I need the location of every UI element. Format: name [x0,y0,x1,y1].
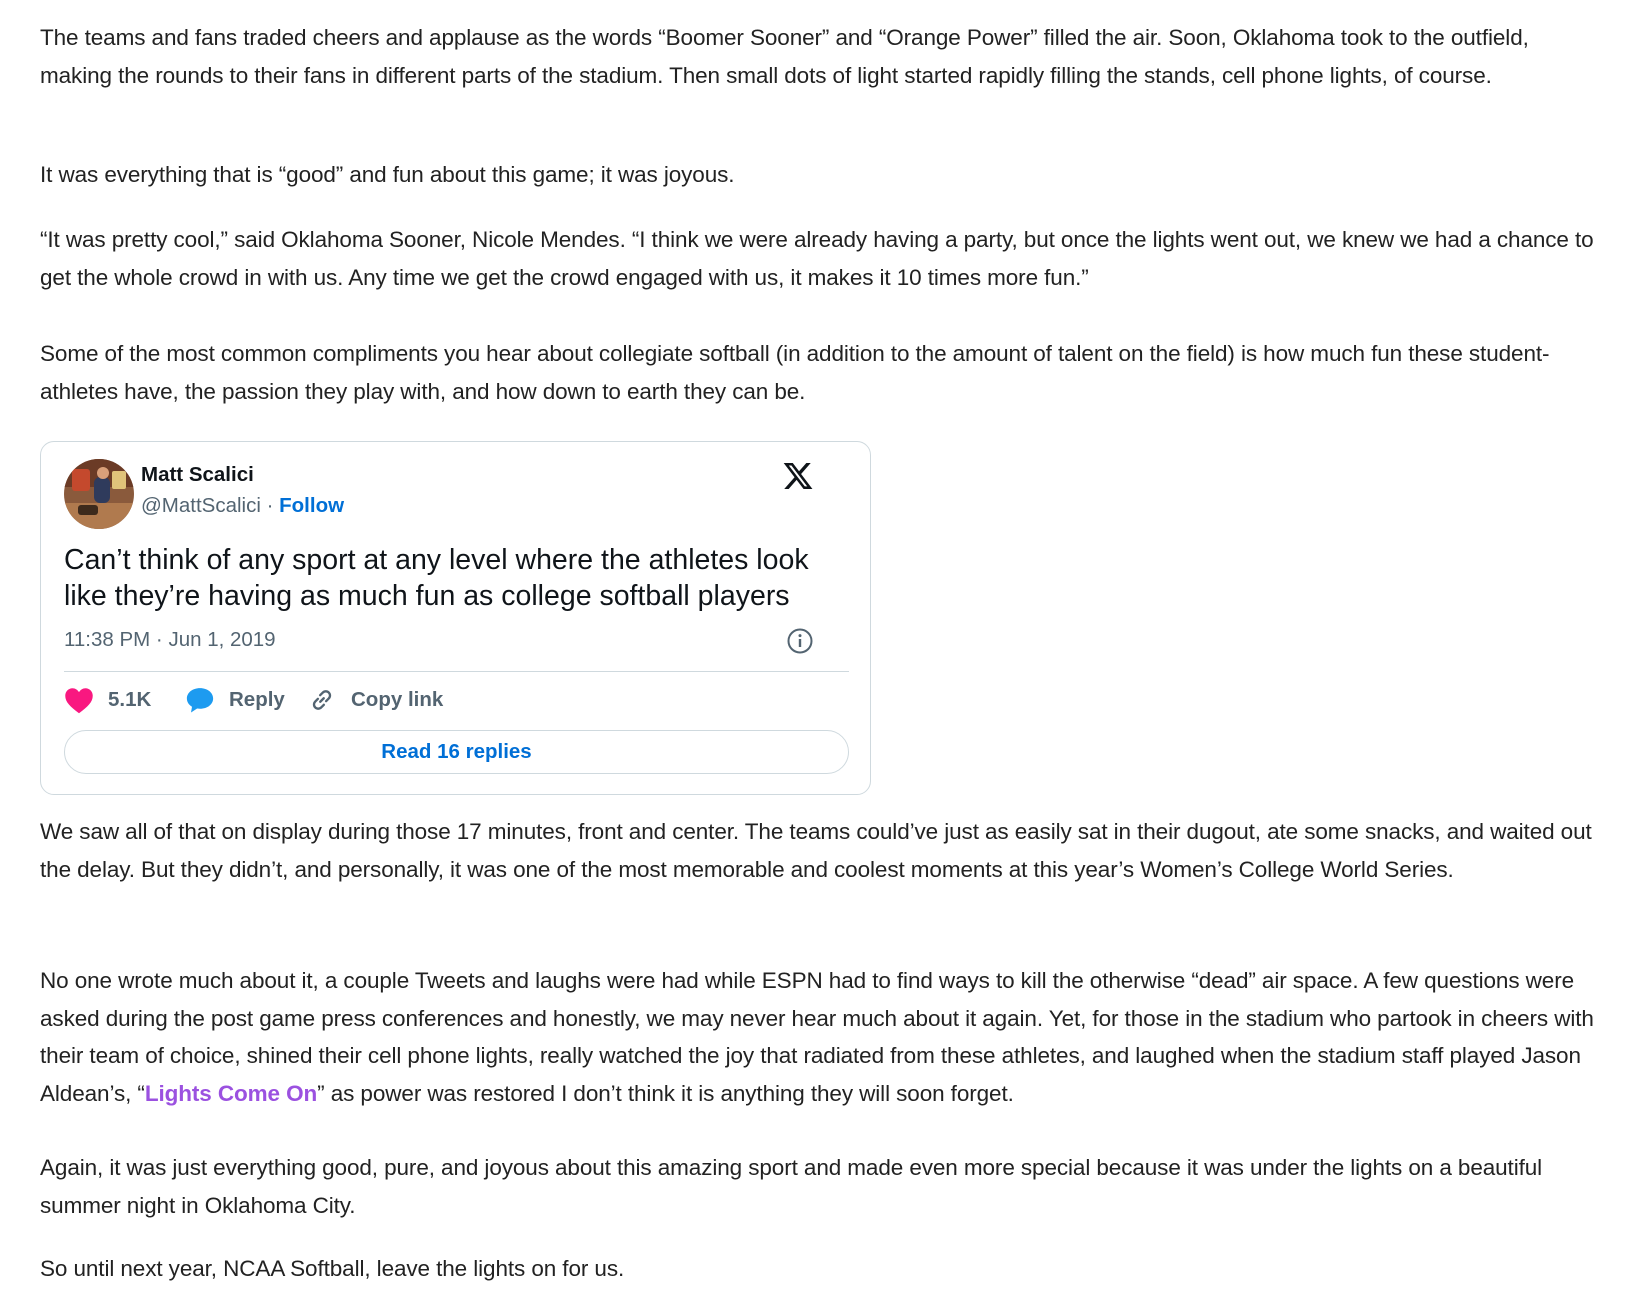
paragraph-2: It was everything that is “good” and fun about this game; it was joyous. [40,162,735,187]
speech-bubble-icon [185,686,215,714]
paragraph-5: We saw all of that on display during those 17 minutes, front and center. The teams could’ve just as easily sat in their dugout, ate some snacks, and waited out the delay. But they didn’t, and personally, it was one of the most memorable and coolest moments at this year’s Women’s College World Series. [40,819,1592,882]
author-handle[interactable]: @MattScalici [141,494,261,517]
paragraph-6-text-before: No one wrote much about it, a couple Tweets and laughs were had while ESPN had to find ways to kill the otherwise “dead” air space. A few questions were asked during the post game press conferences and honestly, we may never hear much about it again. Yet, for those in the stadium who partook in cheers with their team of choice, shined their cell phone lights, really watched the joy that radiated from these athletes, and laughed when the stadium staff played Jason Aldean’s, “ [40,968,1594,1106]
info-icon[interactable] [786,627,814,655]
tweet-text: Can’t think of any sport at any level where the athletes look like they’re having as much fun as college softball players [64,544,809,612]
paragraph-1: The teams and fans traded cheers and applause as the words “Boomer Sooner” and “Orange Power” filled the air. Soon, Oklahoma took to the outfield, making the rounds to their fans in different parts of the stadium. Then small dots of light started rapidly filling the stands, cell phone lights, of course. [40,25,1529,88]
avatar[interactable] [64,459,134,529]
tweet-timestamp[interactable]: 11:38 PM · Jun 1, 2019 [64,628,276,651]
author-name[interactable]: Matt Scalici [141,463,254,486]
link-icon [307,686,337,714]
reply-button[interactable] [185,682,285,718]
paragraph-4: Some of the most common compliments you hear about collegiate softball (in addition to the amount of talent on the field) is how much fun these student-athletes have, the passion they play with, and how down to earth they can be. [40,341,1550,404]
like-button[interactable] [64,682,151,718]
copy-link-label: Copy link [351,688,444,711]
paragraph-3: “It was pretty cool,” said Oklahoma Sooner, Nicole Mendes. “I think we were already having a party, but once the lights went out, we knew we had a chance to get the whole crowd in with us. Any time we get the crowd engaged with us, it makes it 10 times more fun.” [40,227,1594,290]
paragraph-6-text-after: ” as power was restored I don’t think it is anything they will soon forget. [317,1080,1014,1106]
reply-label: Reply [229,688,285,711]
like-count: 5.1K [108,688,152,711]
x-logo-icon[interactable] [781,460,815,492]
author-handle-line [141,494,344,518]
paragraph-6 [40,962,1595,1112]
lights-come-on-link[interactable]: Lights Come On [144,1080,318,1106]
handle-separator: · [260,494,280,517]
read-replies-button[interactable]: Read 16 replies [64,730,849,774]
paragraph-7: Again, it was just everything good, pure, and joyous about this amazing sport and made even more special because it was under the lights on a beautiful summer night in Oklahoma City. [40,1155,1543,1218]
copy-link-button[interactable] [307,682,443,718]
heart-icon [64,686,94,714]
tweet-divider [64,671,849,672]
follow-button[interactable]: Follow [279,494,345,517]
tweet-embed [40,441,871,795]
paragraph-8: So until next year, NCAA Softball, leave the lights on for us. [40,1256,625,1281]
